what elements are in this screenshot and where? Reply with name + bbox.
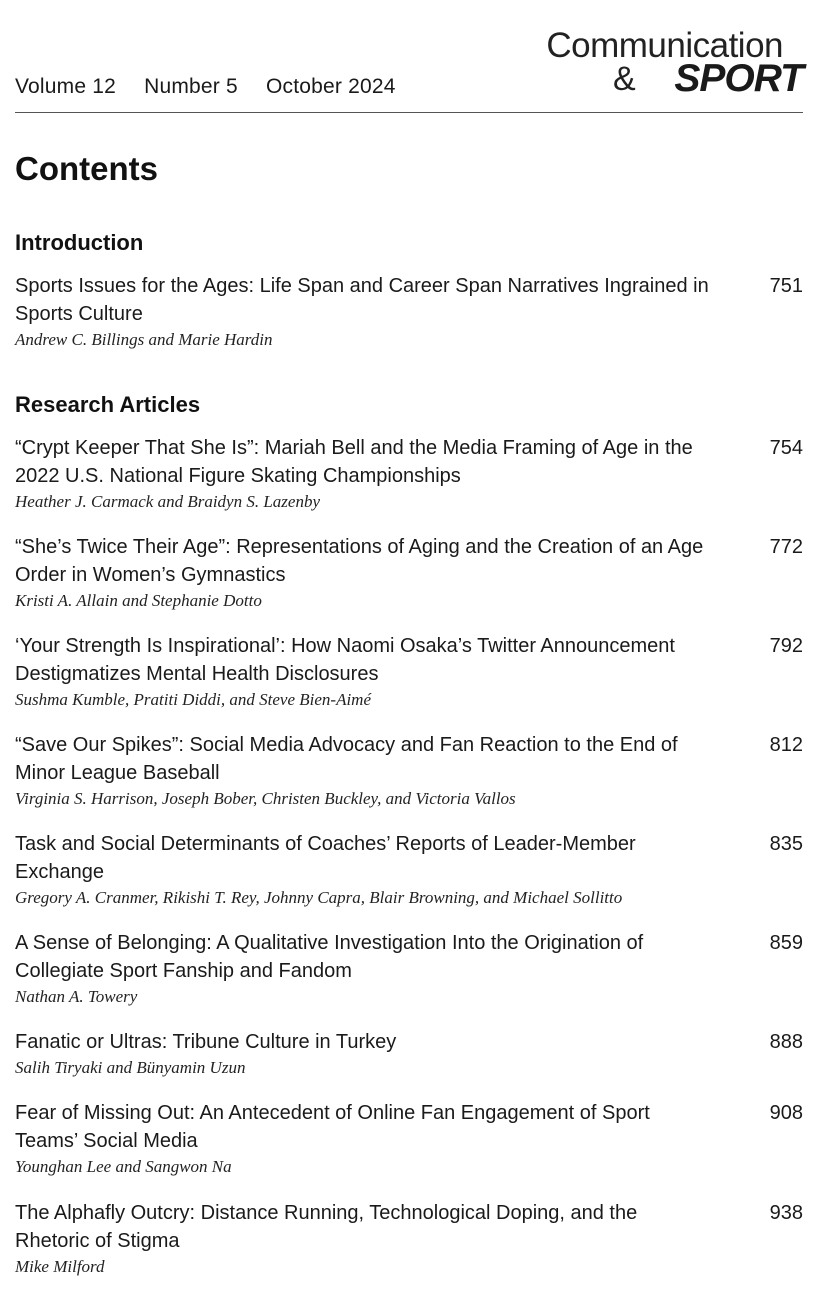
page-number: 792 xyxy=(769,635,803,657)
article-authors: Virginia S. Harrison, Joseph Bober, Christen Buckley, and Victoria Vallos xyxy=(15,789,516,808)
section-heading-research-articles: Research Articles xyxy=(15,392,201,417)
toc-entry[interactable] xyxy=(15,1028,803,1080)
article-title[interactable]: Fear of Missing Out: An Antecedent of Online Fan Engagement of Sport Teams’ Social Media xyxy=(15,1102,650,1152)
article-authors: Younghan Lee and Sangwon Na xyxy=(15,1157,232,1176)
article-title[interactable]: The Alphafly Outcry: Distance Running, Technological Doping, and the Rhetoric of Stigma xyxy=(15,1202,638,1252)
section-heading-introduction: Introduction xyxy=(15,230,144,255)
page-number: 835 xyxy=(769,833,803,855)
article-authors: Andrew C. Billings and Marie Hardin xyxy=(15,330,273,349)
toc-entry[interactable] xyxy=(15,434,803,514)
toc-entry[interactable] xyxy=(15,632,803,712)
page-number: 772 xyxy=(769,536,803,558)
page-title: Contents xyxy=(15,150,158,187)
logo-ampersand: & xyxy=(613,60,636,98)
issue-info xyxy=(15,75,418,99)
page-number: 812 xyxy=(769,734,803,756)
number-label: Number 5 xyxy=(144,75,238,98)
header-divider xyxy=(15,112,803,113)
article-authors: Heather J. Carmack and Braidyn S. Lazenby xyxy=(15,492,321,511)
toc-page xyxy=(15,0,803,1297)
article-authors: Nathan A. Towery xyxy=(15,987,138,1006)
logo-communication: Communication xyxy=(546,26,783,65)
volume-label: Volume 12 xyxy=(15,75,117,98)
page-number: 859 xyxy=(769,932,803,954)
toc-entry[interactable] xyxy=(15,1099,803,1179)
article-title[interactable]: “She’s Twice Their Age”: Representations of Aging and the Creation of an Age Order in Women’s Gymnastics xyxy=(15,536,704,586)
article-authors: Gregory A. Cranmer, Rikishi T. Rey, Johnny Capra, Blair Browning, and Michael Sollitto xyxy=(15,888,623,907)
page-number: 938 xyxy=(769,1202,803,1224)
article-title[interactable]: Fanatic or Ultras: Tribune Culture in Turkey xyxy=(15,1031,397,1053)
toc-entry[interactable] xyxy=(15,533,803,613)
toc-entry[interactable] xyxy=(15,731,803,811)
article-authors: Sushma Kumble, Pratiti Diddi, and Steve Bien-Aimé xyxy=(15,690,371,709)
toc-entry[interactable] xyxy=(15,929,803,1009)
toc-entry[interactable] xyxy=(15,1199,803,1279)
date-label: October 2024 xyxy=(265,75,396,98)
article-title[interactable]: “Crypt Keeper That She Is”: Mariah Bell and the Media Framing of Age in the 2022 U.S. National Figure Skating Championships xyxy=(15,437,693,487)
logo-sport: SPORT xyxy=(674,57,803,100)
page-number: 888 xyxy=(769,1031,803,1053)
article-title[interactable]: A Sense of Belonging: A Qualitative Investigation Into the Origination of Collegiate Sport Fanship and Fandom xyxy=(15,932,644,982)
article-authors: Kristi A. Allain and Stephanie Dotto xyxy=(15,591,262,610)
page-number: 751 xyxy=(769,275,803,297)
page-number: 754 xyxy=(769,437,803,459)
article-title[interactable]: “Save Our Spikes”: Social Media Advocacy and Fan Reaction to the End of Minor League Baseball xyxy=(15,734,678,784)
article-title[interactable]: ‘Your Strength Is Inspirational’: How Naomi Osaka’s Twitter Announcement Destigmatizes Mental Health Disclosures xyxy=(15,635,675,685)
article-title[interactable]: Task and Social Determinants of Coaches’ Reports of Leader-Member Exchange xyxy=(15,833,636,883)
article-authors: Mike Milford xyxy=(15,1257,105,1276)
article-authors: Salih Tiryaki and Bünyamin Uzun xyxy=(15,1058,246,1077)
toc-entry[interactable] xyxy=(15,830,803,910)
toc-entry[interactable] xyxy=(15,272,803,352)
journal-logo xyxy=(533,26,803,106)
page-number: 908 xyxy=(769,1102,803,1124)
article-title[interactable]: Sports Issues for the Ages: Life Span and Career Span Narratives Ingrained in Sports Culture xyxy=(15,275,709,325)
